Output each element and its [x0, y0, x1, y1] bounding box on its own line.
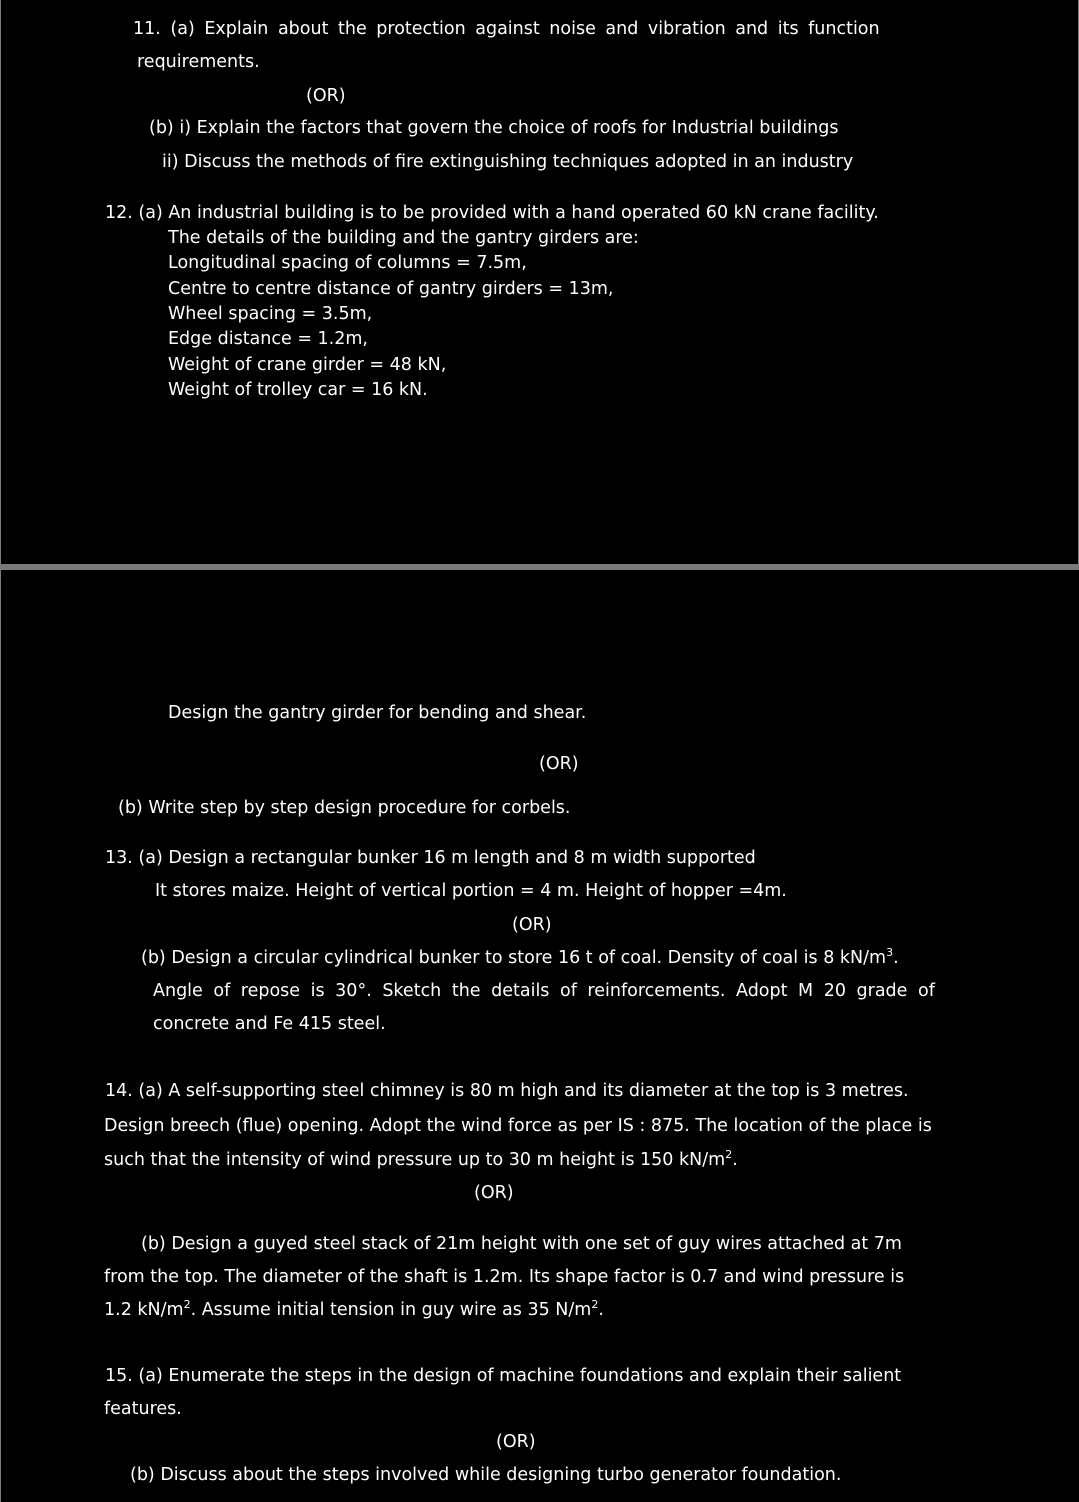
q13-a-line2: It stores maize. Height of vertical portion = 4 m. Height of hopper =4m. [155, 881, 787, 901]
q15-a-line1: 15. (a) Enumerate the steps in the design of machine foundations and explain their salient [105, 1366, 902, 1386]
q13-or: (OR) [512, 915, 552, 935]
q12-detail-3: Wheel spacing = 3.5m, [168, 304, 373, 324]
q12-detail-4: Edge distance = 1.2m, [168, 329, 368, 349]
q14-or: (OR) [474, 1183, 514, 1203]
q14-a-line2: Design breech (flue) opening. Adopt the wind force as per IS : 875. The location of the place is [104, 1116, 932, 1136]
q11-or: (OR) [306, 86, 346, 106]
q14-a-line3 [104, 1149, 738, 1171]
q14-b-line3 [104, 1299, 604, 1321]
q14-b-superscript-2: 2 [591, 1298, 599, 1312]
q14-a-line1: 14. (a) A self-supporting steel chimney is 80 m high and its diameter at the top is 3 metres. [105, 1081, 909, 1101]
q14-b-line1: (b) Design a guyed steel stack of 21m height with one set of guy wires attached at 7m [141, 1234, 902, 1254]
q11-b-ii: ii) Discuss the methods of fire extinguishing techniques adopted in an industry [162, 152, 854, 172]
q11-a-line2: requirements. [137, 52, 260, 72]
q12-a-line1: 12. (a) An industrial building is to be provided with a hand operated 60 kN crane facility. [105, 203, 879, 223]
q13-b-superscript: 3 [886, 946, 894, 960]
q14-b-line3-a: 1.2 kN/m [104, 1300, 184, 1320]
q11-a-line1 [133, 18, 950, 40]
q15-or: (OR) [496, 1432, 536, 1452]
q13-a-line1: 13. (a) Design a rectangular bunker 16 m length and 8 m width supported [105, 848, 756, 868]
q11-a-text: 11. (a) Explain about the protection against noise and vibration and its function [133, 19, 880, 39]
q13-b-line1-end: . [893, 948, 899, 968]
q13-b-line1-text: (b) Design a circular cylindrical bunker to store 16 t of coal. Density of coal is 8 kN/m [141, 948, 887, 968]
q13-b-line3: concrete and Fe 415 steel. [153, 1014, 386, 1034]
q12-detail-1: Longitudinal spacing of columns = 7.5m, [168, 253, 527, 273]
q14-b-line3-end: . [598, 1300, 604, 1320]
q13-b-line2-text: Angle of repose is 30°. Sketch the details of reinforcements. Adopt M 20 grade of [153, 981, 935, 1001]
q12-b: (b) Write step by step design procedure for corbels. [118, 798, 571, 818]
q14-a-line3-text: such that the intensity of wind pressure up to 30 m height is 150 kN/m [104, 1150, 726, 1170]
q15-b: (b) Discuss about the steps involved while designing turbo generator foundation. [130, 1465, 842, 1485]
page-top [0, 0, 1079, 565]
q11-a-justified [133, 18, 950, 40]
q14-a-line3-end: . [732, 1150, 738, 1170]
q12-design-line: Design the gantry girder for bending and shear. [168, 703, 587, 723]
q13-b-line2 [153, 980, 950, 1002]
page-bottom [0, 570, 1079, 1502]
q13-b-line2-justified [153, 980, 950, 1002]
q13-b-line1 [141, 947, 899, 969]
q12-or: (OR) [539, 754, 579, 774]
q14-a-superscript: 2 [725, 1148, 733, 1162]
q14-b-line3-b: . Assume initial tension in guy wire as 35 N/m [190, 1300, 592, 1320]
q14-b-line2: from the top. The diameter of the shaft is 1.2m. Its shape factor is 0.7 and wind pressure is [104, 1267, 905, 1287]
q12-detail-6: Weight of trolley car = 16 kN. [168, 380, 428, 400]
q12-details-intro: The details of the building and the gantry girders are: [168, 228, 639, 248]
q12-detail-5: Weight of crane girder = 48 kN, [168, 355, 447, 375]
q14-b-superscript-1: 2 [183, 1298, 191, 1312]
q11-b-i: (b) i) Explain the factors that govern the choice of roofs for Industrial buildings [149, 118, 839, 138]
q12-detail-2: Centre to centre distance of gantry girders = 13m, [168, 279, 614, 299]
q15-a-line2: features. [104, 1399, 182, 1419]
